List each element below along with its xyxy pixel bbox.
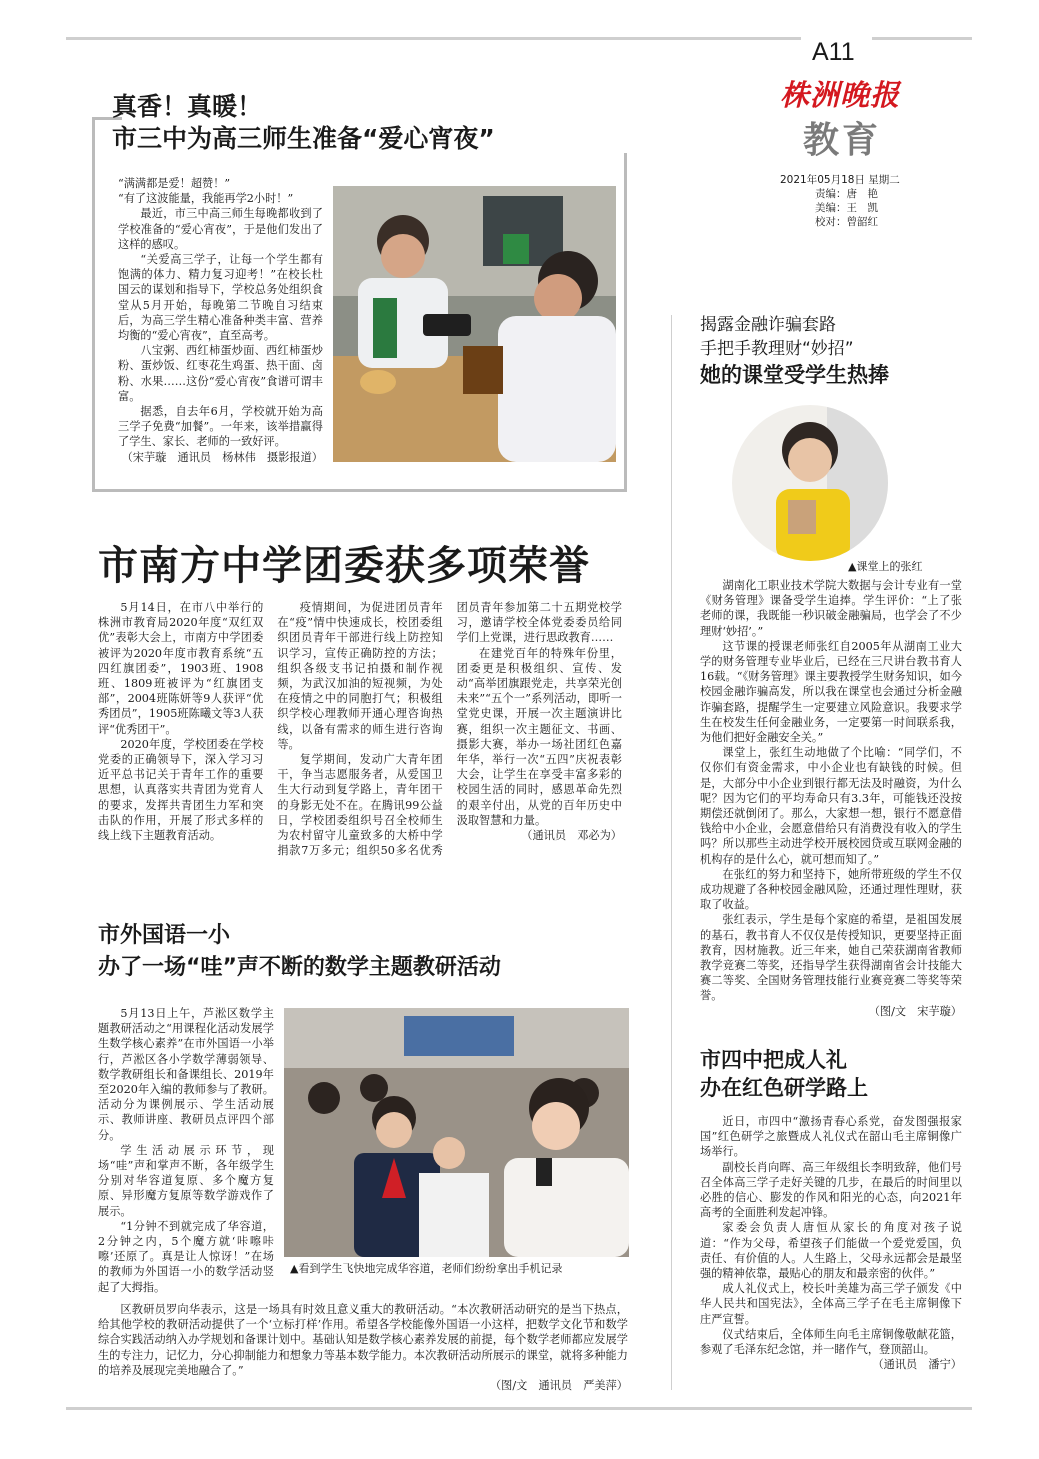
story4-headline: 她的课堂受学生热捧	[700, 363, 889, 387]
designer-line: 美编：王 凯	[815, 202, 878, 214]
story1-frame-left	[92, 117, 95, 492]
story5-credit: （通讯员 潘宁）	[872, 1358, 962, 1372]
story2-headline: 市南方中学团委获多项荣誉	[98, 543, 590, 589]
story3-photo-caption: ▲看到学生飞快地完成华容道，老师们纷纷拿出手机记录	[290, 1262, 563, 1275]
story3-body-col2	[98, 1302, 628, 1393]
story4-p3: 课堂上，张红生动地做了个比喻：“同学们，不仅你们有资金需求，中小企业也有缺钱的时候。但是，大部分中小企业到银行都无法及时融资，为什么呢？因为它们的平均寿命只有3.3年，可能钱还没按期偿还就倒闭了。那么，大家想一想，银行不愿意借钱给中小企业，会愿意借给只有消费没有收入的学生吗？所以那些主动进学校开展校园贷或互联网金融的机构存的是什么心，就可想而知了。”	[700, 746, 962, 866]
story2-p2: 2020年度，学校团委在学校党委的正确领导下，深入学习习近平总书记关于青年工作的重要思想，认真落实共青团为党育人的要求，发挥共青团生力军和突击队的作用，开展了形式多样的线上线下主题教育活动。	[98, 737, 264, 843]
top-rule	[66, 37, 801, 40]
story4-p2: 这节课的授课老师张红自2005年从湖南工业大学的财务管理专业毕业后，已经在三尺讲台教书育人16载。“《财务管理》课主要教授学生财务知识，如今校园金融诈骗高发，所以我在课堂也会通过分析金融诈骗套路，提醒学生一定要建立风险意识。我要求学生在校发生任何金融业务，一定要第一时间联系我，为他们把好金融安全关。”	[700, 639, 962, 745]
story3-headline-line2: 办了一场“哇”声不断的数学主题教研活动	[98, 955, 501, 980]
story2-p1: 5月14日，在市八中举行的株洲市教育局2020年度“双红双优”表彰大会上，市南方中学团委被评为2020年度市教育系统“五四红旗团委”，1903班、1908班、1809班被评为“红旗团支部”，2004班陈妍等9人获评“优秀团员”，1905班陈曦文等3人获评“优秀团干”。	[98, 601, 264, 736]
story3-photo-art	[284, 1008, 629, 1257]
story4-body	[700, 578, 962, 1019]
story3-p1: 5月13日上午，芦淞区数学主题教研活动之“用课程化活动发展学生数学核心素养”在市外国语一小举行，芦淞区各小学数学薄弱领导、数学教研组长和备课组长、2019年至2020年入编的教师参与了教研。活动分为课例展示、学生活动展示、教师讲座、教研员点评四个部分。	[98, 1007, 274, 1142]
story4-p4: 在张红的努力和坚持下，她所带班级的学生不仅成功规避了各种校园金融风险，还通过理性理财，获取了收益。	[700, 867, 962, 912]
editor-line: 责编：唐 艳	[815, 188, 878, 200]
proofreader-line: 校对：曾韶红	[815, 216, 878, 228]
bottom-rule	[66, 1407, 972, 1410]
story3-photo-students-puzzles	[284, 1008, 629, 1257]
story3-p3: “1分钟不到就完成了华容道，2分钟之内，5个魔方就‘咔嚓咔嚓’还原了。真是让人惊讶！”在场的教师为外国语一小的数学活动竖起了大拇指。	[98, 1219, 274, 1294]
story2-p5: 在建党百年的特殊年份里，团委更是积极组织、宣传、发动“高举团旗跟党走，共享荣光创未来”“五个一”系列活动，即听一堂党史课，开展一次主题演讲比赛，组织一次主题征文、书画、摄影大赛，举办一场社团红色嘉年华，举行一次“五四”庆祝表彰大会，让学生在享受丰富多彩的校园生活的同时，感恩革命先烈的艰辛付出，从党的百年历史中汲取智慧和力量。	[456, 646, 622, 827]
story1-p3: 最近，市三中高三师生每晚都收到了学校准备的“爱心宵夜”，于是他们发出了这样的感叹。	[118, 207, 323, 251]
story4-kicker-2: 手把手教理财“妙招”	[700, 339, 854, 359]
story1-photo-art	[333, 186, 616, 462]
story3-headline-line1: 市外国语一小	[98, 923, 231, 948]
story4-photo-art	[732, 405, 888, 561]
story4-photo-teacher	[732, 405, 888, 561]
story5-p2: 副校长肖向晖、高三年级组长李明致辞，他们号召全体高三学子走好关键的几步，在最后的时间里以必胜的信心、膨发的作风和阳光的心态，向2021年高考的全面胜利发起冲锋。	[700, 1160, 962, 1220]
story1-p2: “有了这波能量，我能再学2小时！”	[118, 192, 294, 206]
story4-credit: （图/文 宋芋璇）	[868, 1004, 962, 1018]
story5-headline-line1: 市四中把成人礼	[700, 1048, 847, 1072]
story3-p2: 学生活动展示环节，现场“哇”声和掌声不断，各年级学生分别对华容道复原、多个魔方复原、异形魔方复原等数学游戏作了展示。	[98, 1143, 274, 1218]
story5-body	[700, 1114, 962, 1372]
story1-frame-bottom	[92, 489, 627, 492]
column-divider	[671, 315, 672, 1390]
story1-kicker: 真香！真暖！	[112, 92, 263, 121]
story4-kicker-1: 揭露金融诈骗套路	[700, 315, 836, 335]
page-number: A11	[812, 38, 855, 66]
story2-credit: （通讯员 邓必为）	[521, 829, 622, 843]
story1-p1: “满满都是爱！超赞！”	[118, 177, 231, 190]
story1-p4: “关爱高三学子，让每一个学生都有饱满的体力、精力复习迎考！”在校长杜国云的谋划和指导下，学校总务处组织食堂从5月开始，每晚第二节晚自习结束后，为高三学生精心准备种类丰富、营养均衡的“爱心宵夜”，直至高考。	[118, 253, 323, 343]
story1-credit: （宋芋璇 通讯员 杨林伟 摄影报道）	[121, 450, 323, 464]
top-rule-right	[872, 37, 972, 40]
story2-p4: 复学期间，发动广大青年团干，争当志愿服务者，从爱国卫生大行动到复学路上，青年团干的身影无处不在。在腾讯99公益日，学校团委组织号召全校师生为农村留守儿童致多的大桥中学捐款7万多元；组织50多名优秀团员青年参加第二十五期党校学习，邀请学校全体党委委员给同学们上党课，进行思政教育……	[277, 601, 622, 858]
story5-p5: 仪式结束后，全体师生向毛主席铜像敬献花篮，参观了毛泽东纪念馆，并一睹作气，登顶韶山。	[700, 1327, 962, 1357]
story1-body	[118, 176, 323, 465]
story4-p1: 湖南化工职业技术学院大数据与会计专业有一堂《财务管理》课备受学生追捧。学生评价：“上了张老师的课，我既能一秒识破金融骗局，也学会了不少理财‘妙招’。”	[700, 579, 962, 638]
story4-photo-caption: ▲课堂上的张红	[848, 560, 923, 573]
story2-body	[98, 600, 622, 885]
story3-p4: 区教研员罗向华表示，这是一场具有时效且意义重大的教研活动。“本次教研活动研究的是当下热点，给其他学校的教研活动提供了一个‘立标打样’作用。希望各学校能像外国语一小这样，把数学文化节和数学综合实践活动纳入办学规划和备课计划中。基础认知是数学核心素养发展的前提，每个数学老师都应发展学生的专注力，记忆力，分心抑制能力和想象力等基本数学能力。本次教研活动所展示的课堂，就将多种能力的培养及展现完美地融合了。”	[98, 1303, 628, 1377]
section-title: 教育	[803, 119, 882, 161]
paper-logo: 株洲晚报	[780, 78, 901, 112]
story4-p5: 张红表示，学生是每个家庭的希望，是祖国发展的基石，教书育人不仅仅是传授知识，更要坚持正面教育，因材施教。近三年来，她自己荣获湖南省教师教学竞赛二等奖，还指导学生获得湖南省会计技能大赛二等奖、全国财务管理技能行业赛竞赛二等奖等荣誉。	[700, 913, 962, 1003]
story3-body-col1	[98, 1006, 274, 1295]
story1-frame-right	[624, 153, 627, 492]
story2-p3: 疫情期间，为促进团员青年在“疫”情中快速成长，校团委组织团员青年干部进行线上防控知识学习，宣传正确防控的方法；组织各级支书记拍摄和制作视频，为武汉加油的短视频，为处在疫情之中的同胞打气；积极组织学校心理教师开通心理咨询热线，以备有需求的师生进行咨询等。	[277, 601, 443, 751]
story5-p1: 近日，市四中“激扬青春心系党，奋发图强报家国”红色研学之旅暨成人礼仪式在韶山毛主席铜像广场举行。	[700, 1115, 962, 1159]
story5-p4: 成人礼仪式上，校长叶美雄为高三学子颁发《中华人民共和国宪法》，全体高三学子在毛主席铜像下庄严宣誓。	[700, 1282, 962, 1326]
story3-credit: （图/文 通讯员 严美萍）	[489, 1379, 628, 1393]
story1-p6: 据悉，自去年6月，学校就开始为高三学子免费“加餐”。一年来，该举措赢得了学生、家长、老师的一致好评。	[118, 405, 323, 449]
story1-headline: 市三中为高三师生准备“爱心宵夜”	[112, 124, 495, 153]
story5-headline-line2: 办在红色研学路上	[700, 1076, 868, 1100]
story5-p3: 家委会负责人唐恒从家长的角度对孩子说道：“作为父母，希望孩子们能做一个爱党爱国，负责任、有价值的人。人生路上，父母永远都会是最坚强的精神依靠，最贴心的朋友和最亲密的伙伴。”	[700, 1221, 962, 1281]
story1-p5: 八宝粥、西红柿蛋炒面、西红柿蛋炒粉、蛋炒饭、红枣花生鸡蛋、热干面、卤粉、水果……这份“爱心宵夜”食谱可谓丰富。	[118, 344, 323, 403]
issue-date: 2021年05月18日 星期二	[780, 174, 900, 186]
story1-photo-students-eating	[333, 186, 616, 462]
